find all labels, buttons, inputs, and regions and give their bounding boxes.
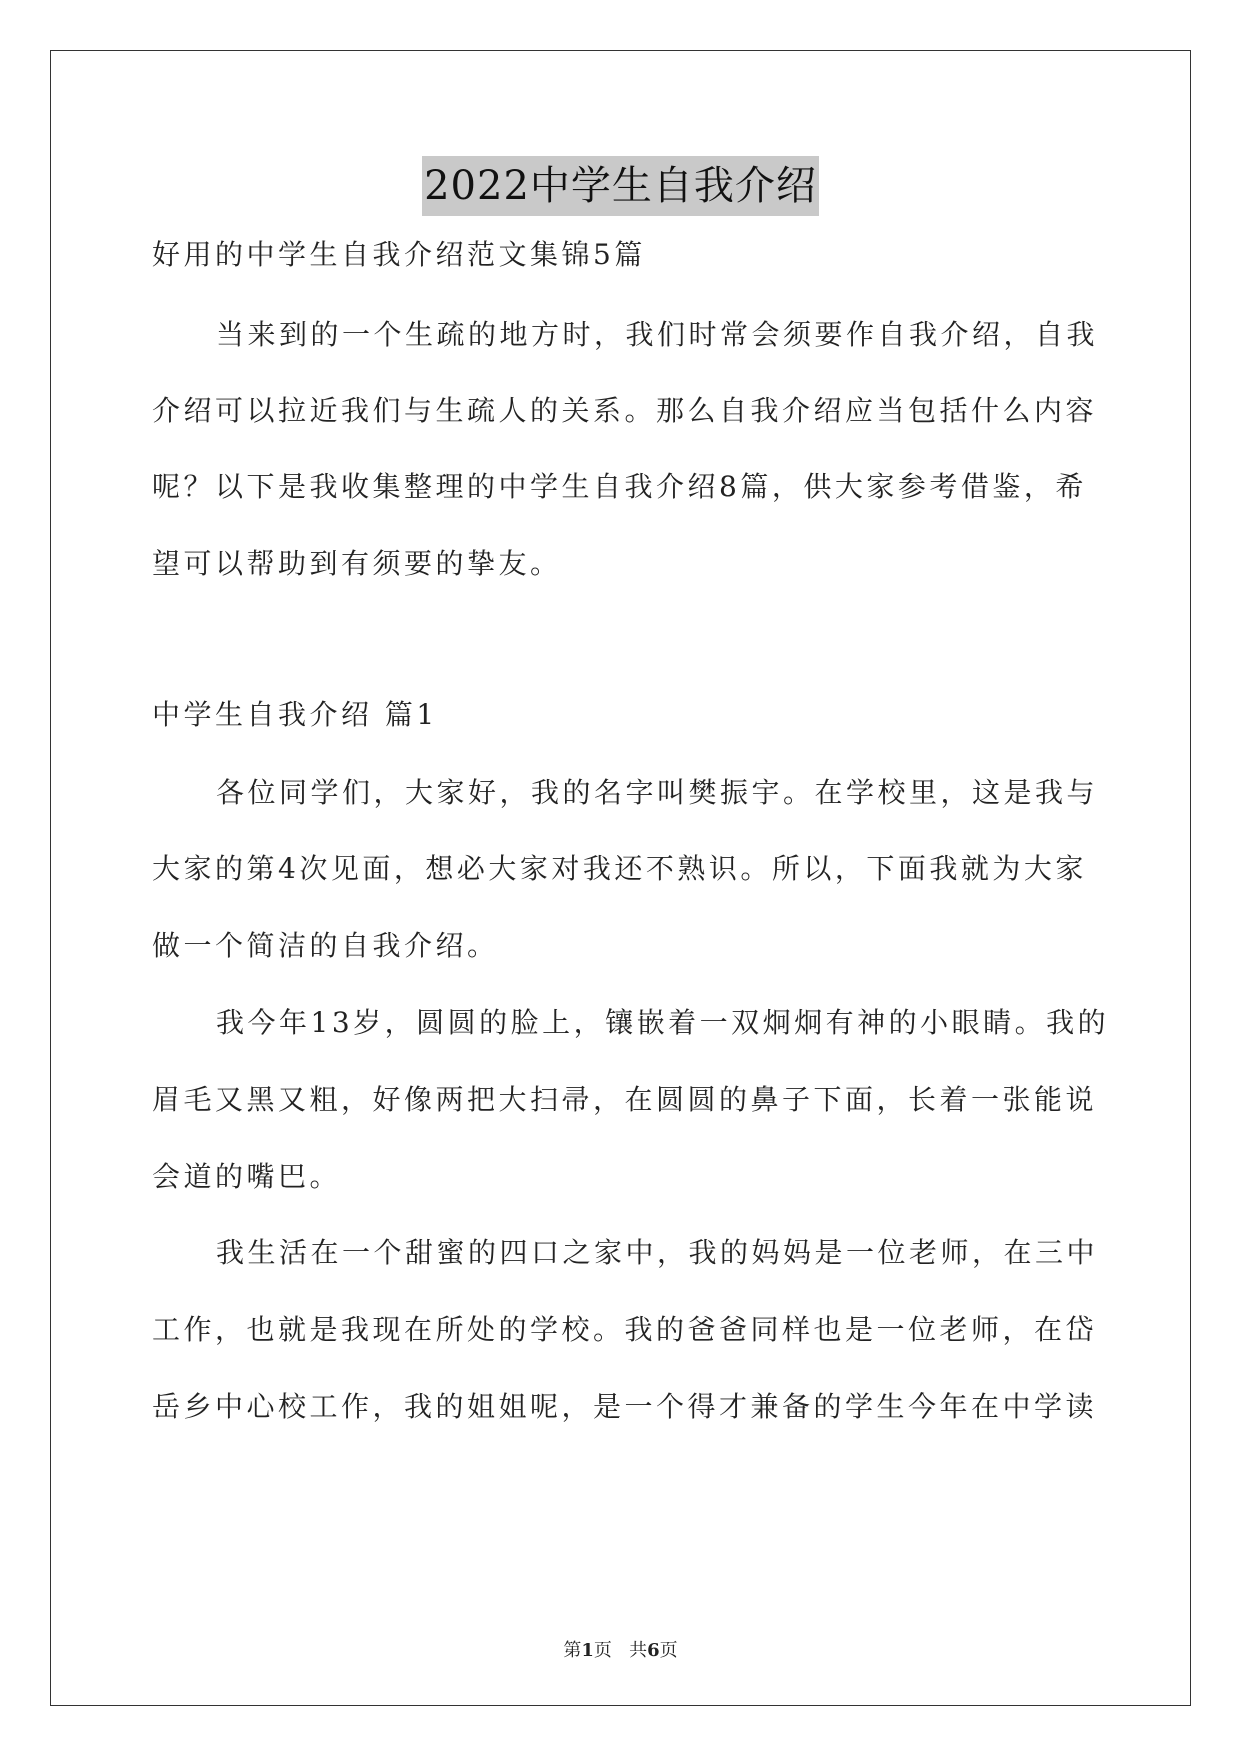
body-line: 望可以帮助到有须要的挚友。: [152, 547, 562, 580]
document-title: 2022中学生自我介绍: [422, 156, 819, 216]
footer-page-suffix: 页: [593, 1640, 612, 1661]
title-container: [0, 156, 1241, 216]
footer-page-prefix: 第: [563, 1640, 582, 1661]
body-line: 做一个简洁的自我介绍。: [152, 929, 499, 962]
body-line: 会道的嘴巴。: [152, 1160, 342, 1193]
body-line: 大家的第4次见面，想必大家对我还不熟识。所以，下面我就为大家: [152, 852, 1087, 885]
page-footer: [0, 1636, 1241, 1662]
footer-total-number: 6: [647, 1640, 660, 1661]
body-line: 我今年13岁，圆圆的脸上，镶嵌着一双炯炯有神的小眼睛。我的: [216, 1006, 1110, 1039]
body-line: 眉毛又黑又粗，好像两把大扫帚，在圆圆的鼻子下面，长着一张能说: [152, 1083, 1098, 1116]
body-line: 介绍可以拉近我们与生疏人的关系。那么自我介绍应当包括什么内容: [152, 394, 1098, 427]
body-line: 呢？以下是我收集整理的中学生自我介绍8篇，供大家参考借鉴，希: [152, 470, 1087, 503]
body-line: 各位同学们，大家好，我的名字叫樊振宇。在学校里，这是我与: [216, 776, 1099, 809]
footer-total-prefix: 共: [629, 1640, 648, 1661]
footer-total-suffix: 页: [659, 1640, 678, 1661]
body-line: 岳乡中心校工作，我的姐姐呢，是一个得才兼备的学生今年在中学读: [152, 1390, 1098, 1423]
section-heading: 中学生自我介绍 篇1: [152, 698, 438, 731]
footer-page-number: 1: [581, 1640, 594, 1661]
body-line: 当来到的一个生疏的地方时，我们时常会须要作自我介绍，自我: [216, 318, 1099, 351]
body-line: 工作，也就是我现在所处的学校。我的爸爸同样也是一位老师，在岱: [152, 1313, 1098, 1346]
body-line: 我生活在一个甜蜜的四口之家中，我的妈妈是一位老师，在三中: [216, 1236, 1099, 1269]
body-line: 好用的中学生自我介绍范文集锦5篇: [152, 238, 646, 271]
